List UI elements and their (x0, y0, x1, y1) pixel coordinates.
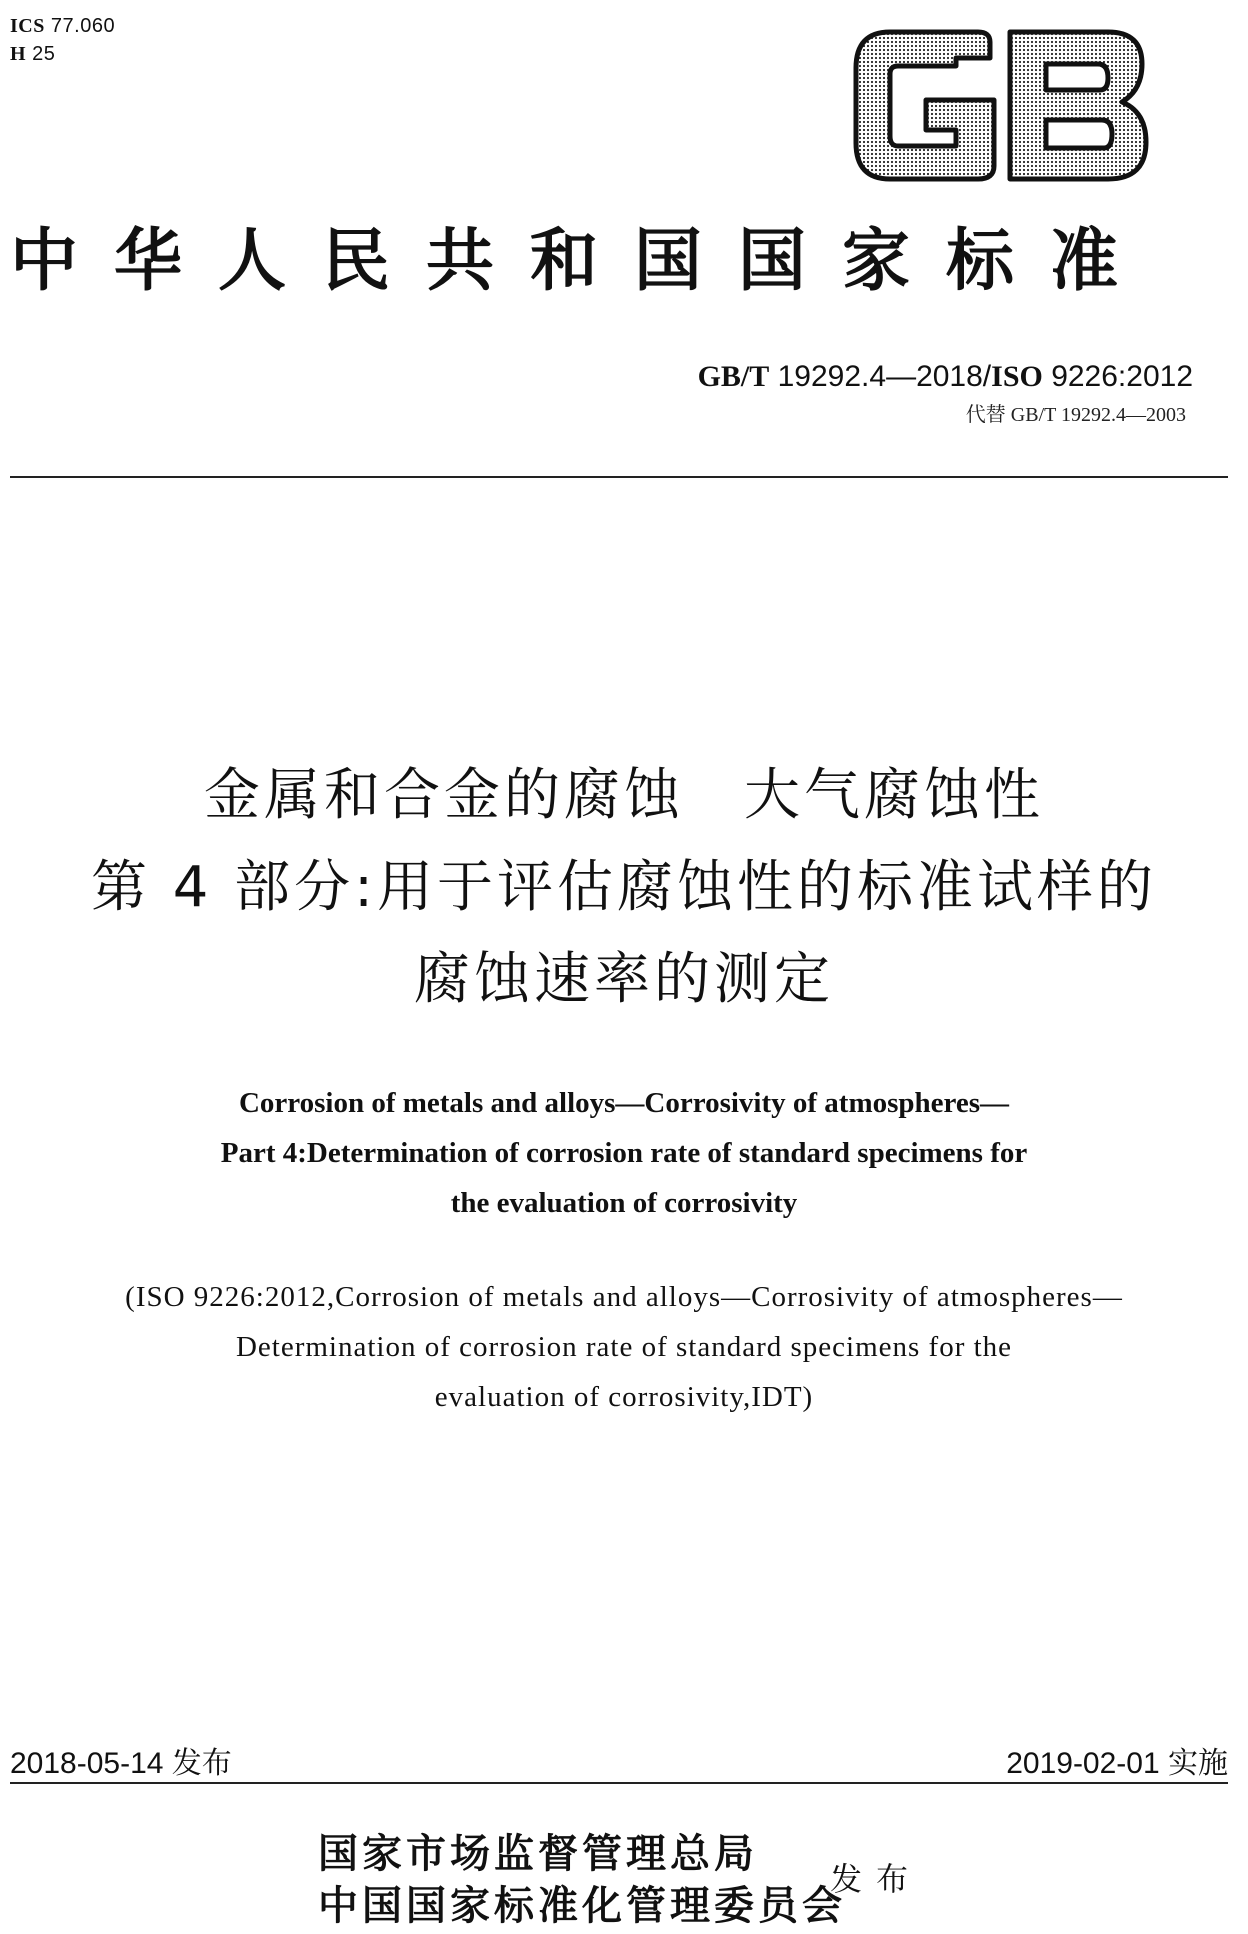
chinese-title-line-1: 金属和合金的腐蚀 大气腐蚀性 (204, 763, 1044, 828)
chinese-title (0, 750, 1248, 1026)
standard-number-main: 19292.4—2018/ (777, 360, 992, 393)
iso-reference-line-1: (ISO 9226:2012,Corrosion of metals and alloys—Corrosivity of atmospheres— (125, 1281, 1123, 1313)
iso-number-lead: ISO (991, 360, 1043, 393)
issuing-authorities (318, 1828, 846, 1932)
gb-logo (850, 28, 1150, 183)
iso-reference (0, 1272, 1248, 1422)
iso-reference-line-3: evaluation of corrosivity,IDT) (434, 1381, 814, 1413)
replaces-note: 代替 GB/T 19292.4—2003 (965, 404, 1186, 426)
chinese-title-line-3: 腐蚀速率的测定 (414, 947, 834, 1012)
chinese-title-line-2: 第 4 部分:用于评估腐蚀性的标准试样的 (90, 855, 1158, 920)
implementation-date: 2019-02-01 实施 (1006, 1747, 1228, 1780)
iso-number-main: 9226:2012 (1051, 360, 1193, 393)
publish-label: 发布 (830, 1860, 923, 1898)
standard-number-lead: GB/T (697, 360, 770, 393)
authority-samr: 国家市场监督管理总局 (318, 1830, 758, 1877)
english-title-line-2: Part 4:Determination of corrosion rate of standard specimens for (220, 1137, 1028, 1169)
standard-number (698, 360, 1193, 394)
english-title-line-1: Corrosion of metals and alloys—Corrosivity of atmospheres— (238, 1087, 1010, 1119)
h-line (10, 40, 115, 68)
ics-code: 77.060 (50, 15, 116, 37)
header-divider (10, 476, 1228, 478)
issue-date: 2018-05-14 发布 (10, 1747, 232, 1780)
classification-codes (10, 12, 115, 68)
h-label: H (10, 43, 27, 65)
english-title-line-3: the evaluation of corrosivity (450, 1187, 798, 1219)
logo-letter-g (856, 32, 994, 179)
h-code: 25 (32, 43, 56, 65)
national-standard-title: 中华人民共和国国家标准 (10, 222, 1155, 301)
ics-label: ICS (10, 15, 45, 37)
logo-letter-b (1010, 32, 1146, 179)
iso-reference-line-2: Determination of corrosion rate of standard specimens for the (235, 1331, 1013, 1363)
footer-divider (10, 1782, 1228, 1784)
authority-sac: 中国国家标准化管理委员会 (318, 1882, 846, 1929)
ics-line (10, 12, 115, 40)
english-title (0, 1078, 1248, 1228)
